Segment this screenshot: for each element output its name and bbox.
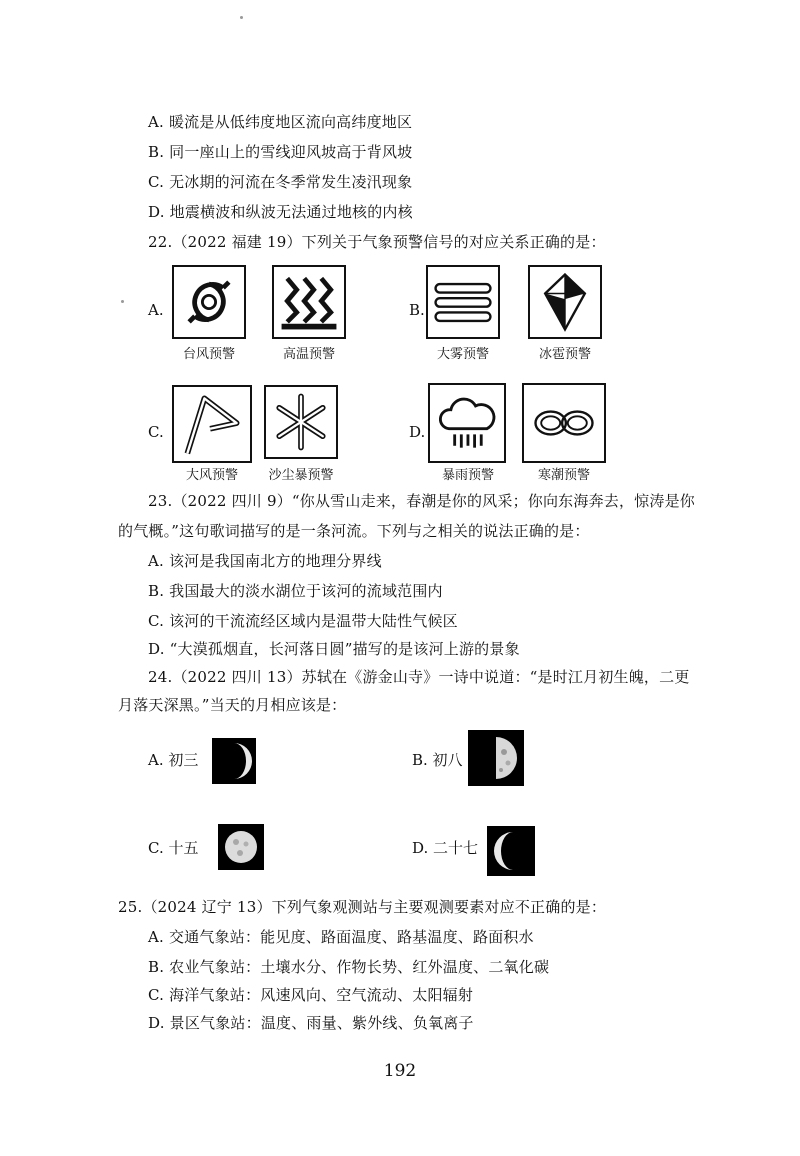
waning-crescent-moon-icon xyxy=(487,826,535,876)
gale-warning-icon xyxy=(172,385,252,463)
q22-c-caption-2: 沙尘暴预警 xyxy=(268,468,334,483)
q23-stem-line1: 23.（2022 四川 9）“你从雪山走来，春潮是你的风采；你向东海奔去，惊涛是你 xyxy=(148,492,695,510)
q22-b-caption-1: 大雾预警 xyxy=(436,347,489,362)
q24-option-c-label: C. 十五 xyxy=(148,839,199,857)
q23-option-b: B. 我国最大的淡水湖位于该河的流域范围内 xyxy=(148,582,443,600)
page-number: 192 xyxy=(383,1061,417,1081)
q22-a-caption-1: 台风预警 xyxy=(182,347,235,362)
q22-option-a-label: A. xyxy=(148,301,164,319)
q22-b-caption-2: 冰雹预警 xyxy=(538,347,591,362)
q22-option-b-label: B. xyxy=(409,301,425,319)
q23-option-d: D. “大漠孤烟直，长河落日圆”描写的是该河上游的景象 xyxy=(148,640,520,658)
waxing-crescent-moon-icon xyxy=(212,738,256,784)
heat-warning-icon xyxy=(272,265,346,339)
q25-option-a: A. 交通气象站：能见度、路面温度、路基温度、路面积水 xyxy=(148,928,534,946)
q22-option-d-label: D. xyxy=(409,423,426,441)
q24-option-d-label: D. 二十七 xyxy=(412,839,479,857)
q22-option-c-label: C. xyxy=(148,423,164,441)
q21-option-d: D. 地震横波和纵波无法通过地核的内核 xyxy=(148,203,413,221)
sandstorm-warning-icon xyxy=(264,385,338,459)
q24-option-b-label: B. 初八 xyxy=(412,751,463,769)
q25-option-b: B. 农业气象站：土壤水分、作物长势、红外温度、二氧化碳 xyxy=(148,958,550,976)
q22-d-caption-2: 寒潮预警 xyxy=(537,468,590,483)
q22-d-caption-1: 暴雨预警 xyxy=(441,468,494,483)
q21-option-a: A. 暖流是从低纬度地区流向高纬度地区 xyxy=(148,113,413,131)
q25-stem: 25.（2024 辽宁 13）下列气象观测站与主要观测要素对应不正确的是： xyxy=(118,898,607,916)
scan-speck xyxy=(121,300,124,303)
fog-warning-icon xyxy=(426,265,500,339)
hail-warning-icon xyxy=(528,265,602,339)
q24-stem-line2: 月落天深黑。”当天的月相应该是： xyxy=(118,696,347,714)
q21-option-b: B. 同一座山上的雪线迎风坡高于背风坡 xyxy=(148,143,413,161)
first-quarter-moon-icon xyxy=(468,730,524,786)
q22-stem: 22.（2022 福建 19）下列关于气象预警信号的对应关系正确的是： xyxy=(148,233,606,251)
scan-speck xyxy=(240,16,243,19)
full-moon-icon xyxy=(218,824,264,870)
q24-stem-line1: 24.（2022 四川 13）苏轼在《游金山寺》一诗中说道：“是时江月初生魄，二更 xyxy=(148,668,690,686)
cold-wave-warning-icon xyxy=(522,383,606,463)
q23-option-c: C. 该河的干流流经区域内是温带大陆性气候区 xyxy=(148,612,458,630)
q22-a-caption-2: 高温预警 xyxy=(282,347,335,362)
rainstorm-warning-icon xyxy=(428,383,506,463)
q24-option-a-label: A. 初三 xyxy=(148,751,199,769)
q25-option-c: C. 海洋气象站：风速风向、空气流动、太阳辐射 xyxy=(148,986,474,1004)
q22-c-caption-1: 大风预警 xyxy=(185,468,238,483)
typhoon-warning-icon xyxy=(172,265,246,339)
q23-stem-line2: 的气概。”这句歌词描写的是一条河流。下列与之相关的说法正确的是： xyxy=(118,522,590,540)
q25-option-d: D. 景区气象站：温度、雨量、紫外线、负氧离子 xyxy=(148,1014,474,1032)
q23-option-a: A. 该河是我国南北方的地理分界线 xyxy=(148,552,382,570)
q21-option-c: C. 无冰期的河流在冬季常发生凌汛现象 xyxy=(148,173,413,191)
